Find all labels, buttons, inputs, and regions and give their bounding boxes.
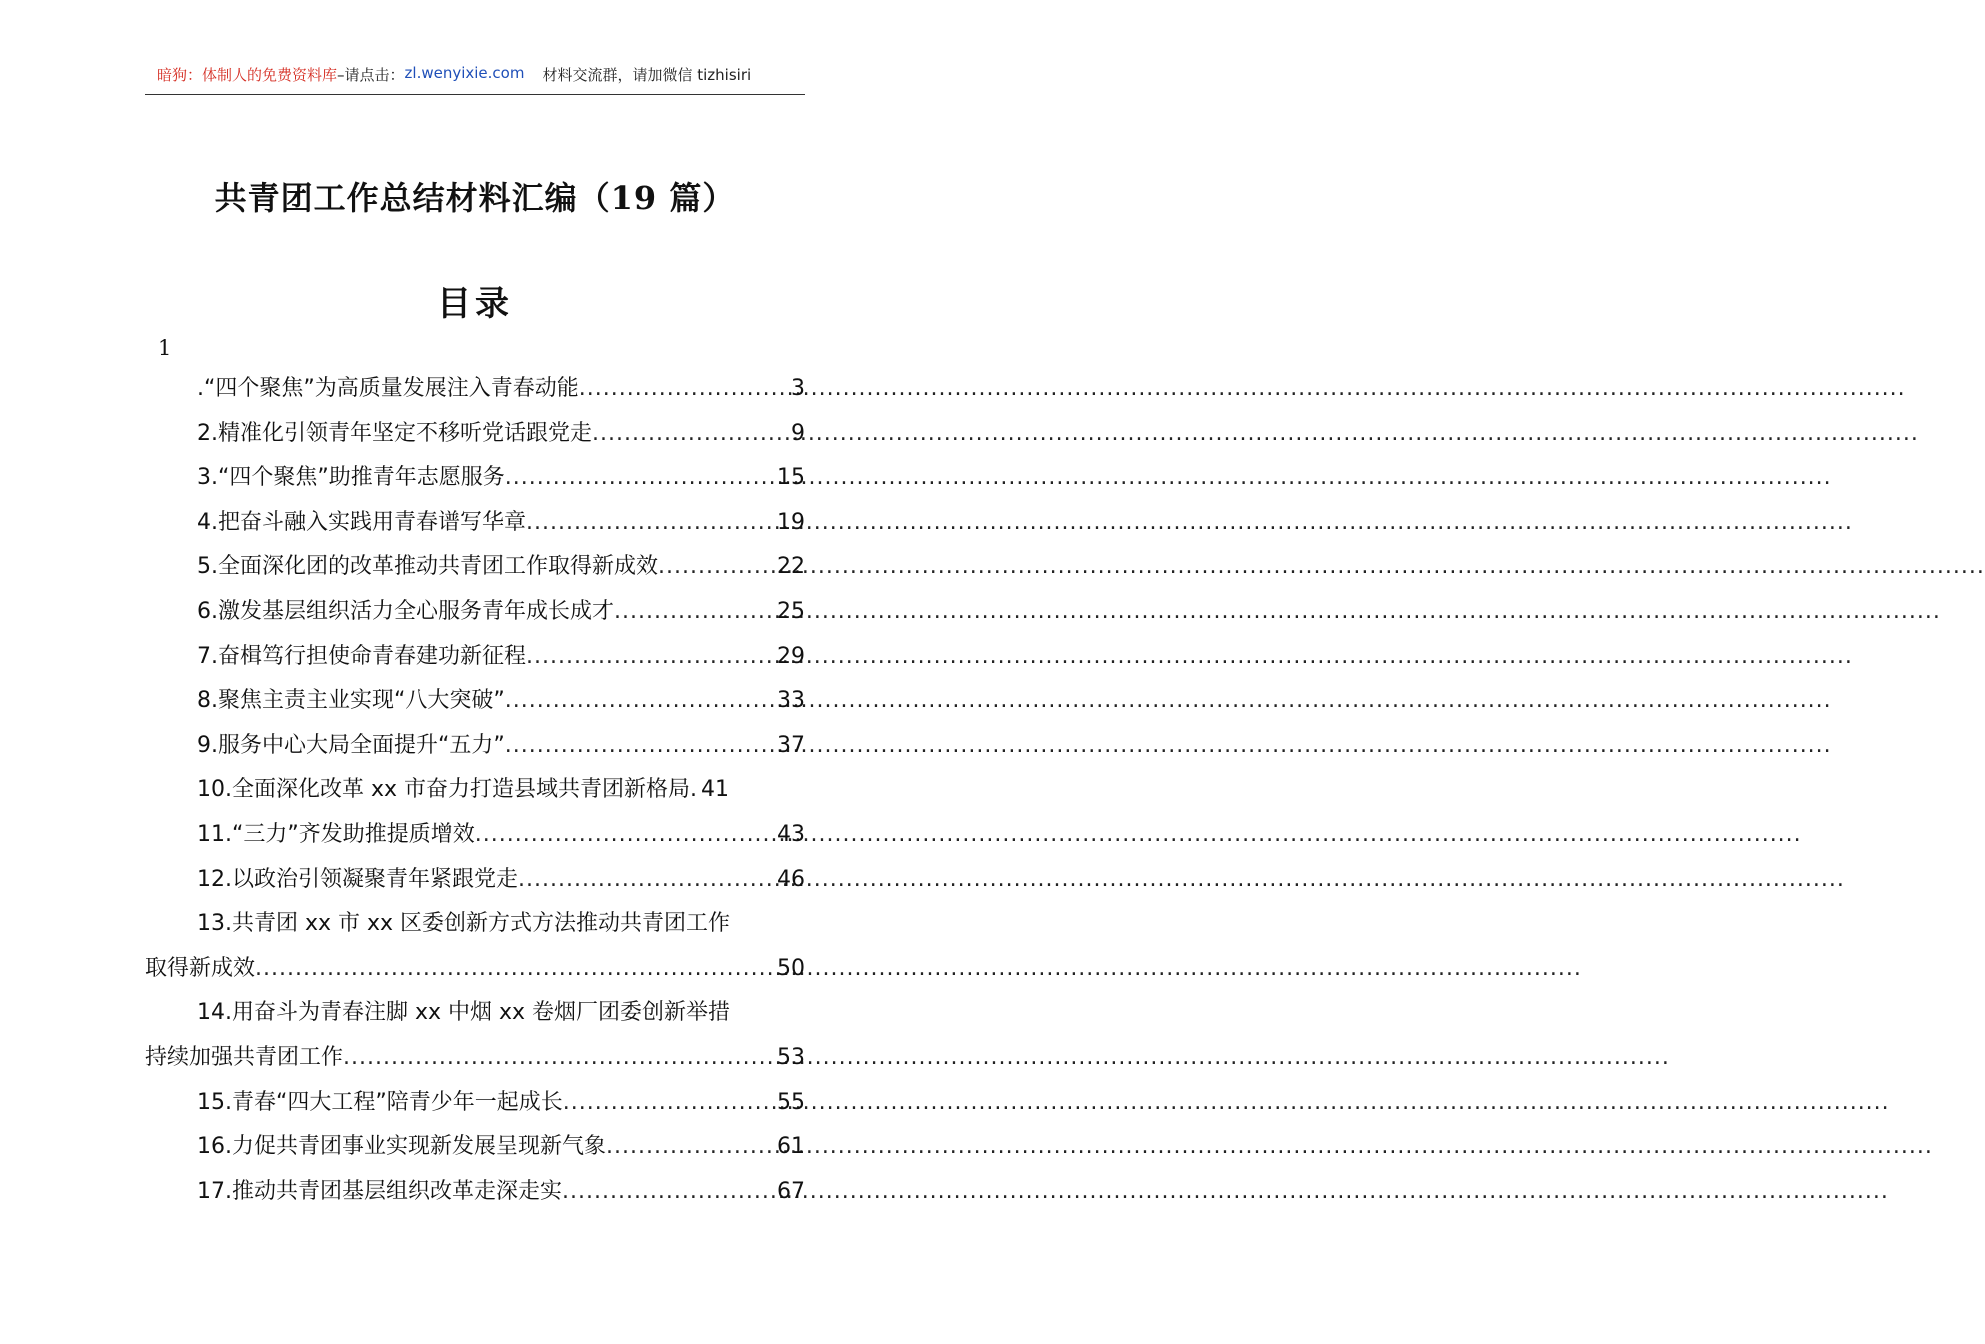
toc-entry-title: 5.全面深化团的改革推动共青团工作取得新成效 bbox=[197, 554, 658, 580]
toc-entry-title: 12.以政治引领凝聚青年紧跟党走 bbox=[197, 866, 518, 892]
toc-leader-dots bbox=[563, 1081, 775, 1126]
toc-entry-title-continued: 持续加强共青团工作 bbox=[145, 1044, 344, 1070]
toc-entry-13-line-1[interactable] bbox=[145, 902, 805, 947]
toc-entry-15[interactable] bbox=[145, 1081, 805, 1126]
toc-entry-5[interactable] bbox=[145, 545, 805, 590]
toc-entry-title: 3.“四个聚焦”助推青年志愿服务 bbox=[197, 465, 505, 491]
header-click-prompt: –请点击： bbox=[337, 66, 405, 84]
toc-entry-title: 6.激发基层组织活力全心服务青年成长成才 bbox=[197, 598, 614, 624]
toc-entry-title-continued: 取得新成效 bbox=[145, 955, 256, 981]
toc-leader-dots bbox=[475, 813, 775, 858]
toc-entry-6[interactable] bbox=[145, 590, 805, 635]
toc-page-number: 33 bbox=[777, 688, 805, 714]
toc-entry-title: 4.把奋斗融入实践用青春谱写华章 bbox=[197, 509, 526, 535]
toc-leader-dots bbox=[343, 1036, 775, 1081]
toc-entry-14-line-2[interactable] bbox=[145, 1036, 805, 1081]
toc-entry-12[interactable] bbox=[145, 858, 805, 903]
watermark-header bbox=[145, 64, 805, 95]
toc-leader-dots bbox=[505, 724, 775, 769]
toc-entry-10[interactable] bbox=[145, 768, 805, 813]
toc-entry-title: 15.青春“四大工程”陪青少年一起成长 bbox=[197, 1089, 563, 1115]
toc-entry-3[interactable] bbox=[145, 456, 805, 501]
toc-page-number: 22 bbox=[777, 554, 805, 580]
toc-page-number: 55 bbox=[777, 1089, 805, 1115]
toc-entry-17[interactable] bbox=[145, 1170, 805, 1215]
toc-entry-11[interactable] bbox=[145, 813, 805, 858]
toc-leader-dots bbox=[606, 1125, 775, 1170]
toc-page-number: 67 bbox=[777, 1178, 805, 1204]
toc-entry-title: 16.力促共青团事业实现新发展呈现新气象 bbox=[197, 1134, 606, 1160]
toc-page-number: 9 bbox=[791, 420, 805, 446]
toc-heading: 目录 bbox=[437, 284, 513, 324]
toc-page-number: 46 bbox=[777, 866, 805, 892]
toc-page-number: 53 bbox=[777, 1044, 805, 1070]
header-wechat-note: 材料交流群，请加微信 tizhisiri bbox=[542, 66, 752, 84]
toc-page-number: 50 bbox=[777, 955, 805, 981]
toc-entry-title: 9.服务中心大局全面提升“五力” bbox=[197, 732, 505, 758]
toc-page-number: 19 bbox=[777, 509, 805, 535]
toc-leader-dots bbox=[526, 501, 775, 546]
toc-entry-8[interactable] bbox=[145, 679, 805, 724]
toc-entry-title: 17.推动共青团基层组织改革走深走实 bbox=[197, 1178, 562, 1204]
toc-page-number: 25 bbox=[777, 598, 805, 624]
toc-page-number: 37 bbox=[777, 732, 805, 758]
toc-entry-2[interactable] bbox=[145, 412, 805, 457]
toc-entry-title: 10.全面深化改革 xx 市奋力打造县域共青团新格局. bbox=[197, 777, 698, 803]
toc-entry-title: 14.用奋斗为青春注脚 xx 中烟 xx 卷烟厂团委创新举措 bbox=[197, 1000, 731, 1026]
toc-leader-dots bbox=[505, 456, 775, 501]
toc-entry-9[interactable] bbox=[145, 724, 805, 769]
toc-leader-dots bbox=[505, 679, 775, 724]
toc-entry-16[interactable] bbox=[145, 1125, 805, 1170]
toc-page-number: 41 bbox=[701, 777, 730, 803]
toc-leader-dots bbox=[579, 367, 789, 412]
toc-leader-dots bbox=[658, 545, 775, 590]
table-of-contents bbox=[145, 367, 805, 1214]
toc-leader-dots bbox=[526, 635, 775, 680]
toc-page-number: 3 bbox=[791, 376, 805, 401]
toc-leader-dots bbox=[518, 858, 775, 903]
toc-page-number: 43 bbox=[777, 821, 805, 847]
toc-entry-title: 8.聚焦主责主业实现“八大突破” bbox=[197, 688, 505, 714]
toc-entry-14-line-1[interactable] bbox=[145, 991, 805, 1036]
toc-entry-13-line-2[interactable] bbox=[145, 947, 805, 992]
toc-page-number: 29 bbox=[777, 643, 805, 669]
toc-leader-dots bbox=[562, 1170, 775, 1215]
stray-list-number: 1 bbox=[158, 336, 172, 360]
toc-leader-dots bbox=[614, 590, 775, 635]
toc-entry-title: 2.精准化引领青年坚定不移听党话跟党走 bbox=[197, 420, 592, 446]
toc-entry-title: .“四个聚焦”为高质量发展注入青春动能 bbox=[197, 376, 579, 401]
toc-entry-1[interactable] bbox=[145, 367, 805, 412]
toc-page-number: 61 bbox=[777, 1134, 805, 1160]
toc-page-number: 15 bbox=[777, 465, 805, 491]
header-site-name: 暗狗：体制人的免费资料库 bbox=[157, 66, 338, 84]
toc-entry-title: 13.共青团 xx 市 xx 区委创新方式方法推动共青团工作 bbox=[197, 911, 731, 937]
toc-leader-dots bbox=[255, 947, 775, 992]
toc-entry-title: 7.奋楫笃行担使命青春建功新征程 bbox=[197, 643, 526, 669]
toc-entry-4[interactable] bbox=[145, 501, 805, 546]
toc-leader-dots bbox=[592, 412, 789, 457]
document-title: 共青团工作总结材料汇编（19 篇） bbox=[214, 179, 736, 217]
header-site-link[interactable]: zl.wenyixie.com bbox=[404, 64, 525, 82]
toc-entry-title: 11.“三力”齐发助推提质增效 bbox=[197, 821, 475, 847]
toc-entry-7[interactable] bbox=[145, 635, 805, 680]
